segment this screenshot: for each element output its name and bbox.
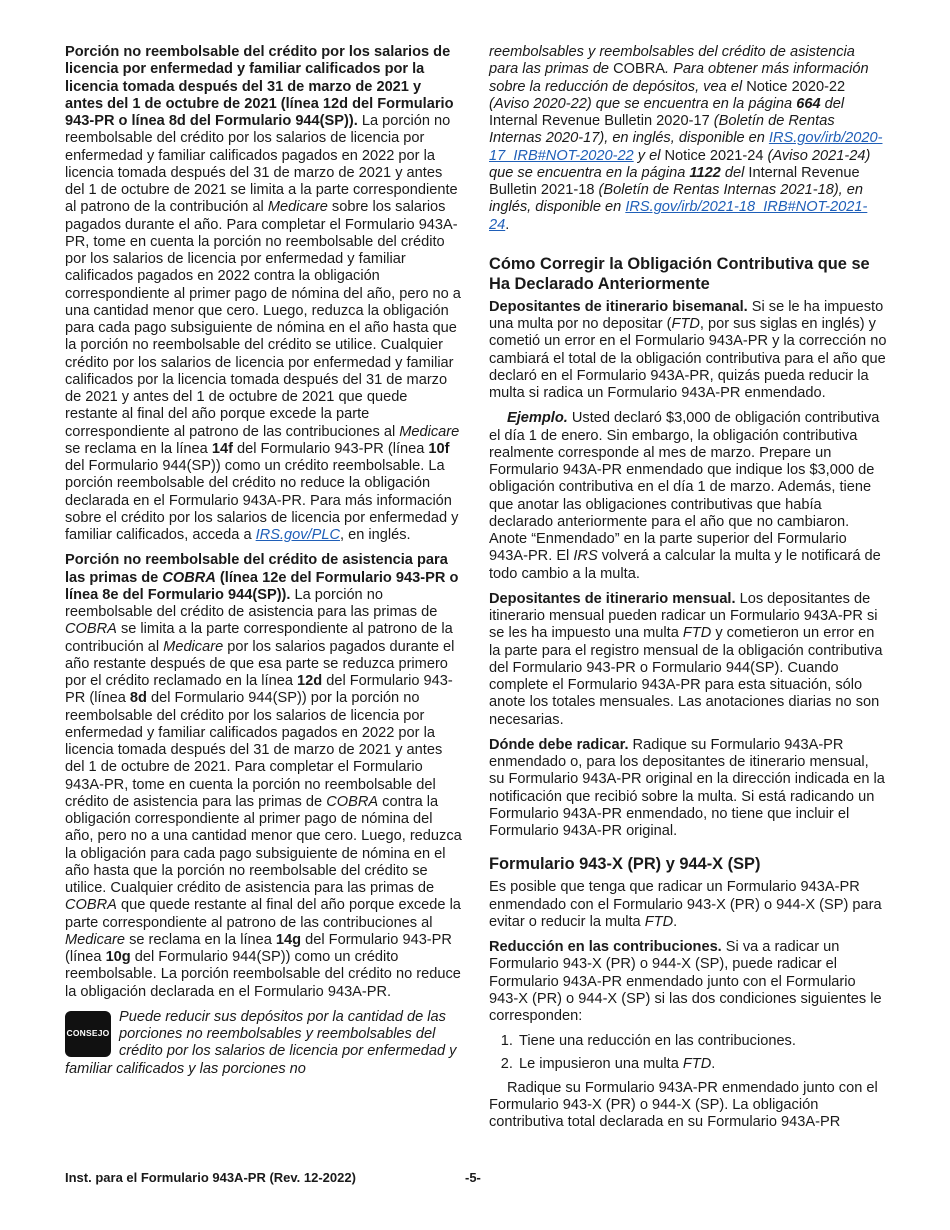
right-column xyxy=(489,44,887,1140)
conditions-list xyxy=(489,1033,887,1073)
heading-correct-liability: Cómo Corregir la Obligación Contributiva que se Ha Declarado Anteriormente xyxy=(489,254,870,293)
paragraph-tax-decrease: Reducción en las contribuciones. Si va a radicar un Formulario 943-X (PR) o 944-X (SP), puede radicar el Formulario 943A-PR enmendado junto con el Formulario 943-X (PR) o 944-X (SP) si las dos condiciones siguientes le corresponden: xyxy=(489,939,882,1024)
left-column xyxy=(65,44,463,1078)
tip-box xyxy=(65,1009,463,1078)
list-item: 2. Le impusieron una multa FTD. xyxy=(517,1056,887,1073)
paragraph-forms-intro: Es posible que tenga que radicar un Formulario 943A-PR enmendado con el Formulario 943-X (PR) o 944-X (SP) para evitar o reducir la multa FTD. xyxy=(489,879,882,930)
consejo-icon: CONSEJO xyxy=(65,1011,111,1057)
heading-forms-943x-944x: Formulario 943-X (PR) y 944-X (SP) xyxy=(489,855,761,874)
notice-2021-24-link[interactable]: IRS.gov/irb/2021-18_IRB#NOT-2021-24 xyxy=(489,199,868,233)
paragraph-example: Ejemplo. Usted declaró $3,000 de obligación contributiva el día 1 de enero. Sin embargo, la obligación contributiva realmente corresponde al mes de marzo. Prepare un Formulario 943A-PR enmendado que indique los $3,000 de obligación contributiva en el día 1 de marzo. Además, tiene que anotar las obligaciones contributivas que había declarado anteriormente para el año que no cambiaron. Anote “Enmendado” en la parte superior del Formulario 943A-PR. El IRS volverá a calcular la multa y le notificará de todo cambio a la multa. xyxy=(489,410,881,582)
paragraph-where-to-file: Dónde debe radicar. Radique su Formulario 943A-PR enmendado o, para los depositantes de itinerario mensual, su Formulario 943A-PR original en la dirección indicada en la notificación que recibió sobre la multa. Si está radicando un Formulario 943A-PR enmendado, no tiene que incluir el Formulario 943A-PR original. xyxy=(489,736,885,839)
notice-2020-22-link[interactable]: IRS.gov/irb/2020-17_IRB#NOT-2020-22 xyxy=(489,130,883,164)
paragraph-file-amended: Radique su Formulario 943A-PR enmendado junto con el Formulario 943-X (PR) o 944-X (SP). La obligación contributiva total declarada en su Formulario 943A-PR xyxy=(489,1079,878,1131)
paragraph-cobra-credit: Porción no reembolsable del crédito de asistencia para las primas de COBRA (línea 12e del Formulario 943-PR o línea 8e del Formulario 944(SP)). La porción no reembolsable del crédito de asistencia para las primas de COBRA se limita a la parte correspondiente al patrono de la contribución al Medicare por los salarios pagados durante el año restante después de que esa parte se reduzca primero por el crédito reclamado en la línea 12d del Formulario 943-PR (línea 8d del Formulario 944(SP)) por la porción no reembolsable del crédito por los salarios de licencia por enfermedad y familiar calificados pagados en 2022 por la licencia tomada después del 31 de marzo de 2021 y antes del 1 de octubre de 2021. Para completar el Formulario 943A-PR, tome en cuenta la porción no reembolsable del crédito de asistencia para las primas de COBRA contra la obligación correspondiente al primer pago de nómina del año, pero no a una cantidad menor que cero. Luego, reduzca la obligación para cada pago subsiguiente de nómina en el año hasta que la porción no reembolsable del crédito se utilice. Cualquier crédito de asistencia para las primas de COBRA que quede restante al final del año porque excede la parte correspondiente al patrono de las contribuciones al Medicare se reclama en la línea 14g del Formulario 943-PR (línea 10g del Formulario 944(SP)) como un crédito reembolsable. La porción reembolsable del crédito no reduce la obligación declarada en el Formulario 943A-PR. xyxy=(65,552,462,1000)
paragraph-monthly: Depositantes de itinerario mensual. Los depositantes de itinerario mensual pueden radicar un Formulario 943A-PR si se les ha impuesto una multa FTD y cometieron un error en la parte para el registro mensual de la obligación contributiva del Formulario 943-PR o Formulario 944(SP). Cuando complete el Formulario 943A-PR para esta situación, sólo anote los totales mensuales. Las anotaciones diarias no son necesarias. xyxy=(489,590,883,728)
tip-text: Puede reducir sus depósitos por la cantidad de las porciones no reembolsables y reembolsables del crédito por los salarios de licencia por enfermedad y familiar calificados y las porciones no xyxy=(65,1008,457,1077)
paragraph-sick-leave-credit: Porción no reembolsable del crédito por los salarios de licencia por enfermedad y familiar calificados por la licencia tomada después del 31 de marzo de 2021 y antes del 1 de octubre de 2021 (línea 12d del Formulario 943-PR o línea 8d del Formulario 944(SP)). La porción no reembolsable del crédito por los salarios de licencia por enfermedad y familiar calificados pagados en 2022 por la licencia tomada después del 31 de marzo de 2021 y antes del 1 de octubre de 2021 se limita a la parte correspondiente al patrono de la contribución al Medicare sobre los salarios pagados durante el año. Para completar el Formulario 943A-PR, tome en cuenta la porción no reembolsable del crédito por los salarios de licencia por enfermedad y familiar calificados pagados en 2022 contra la obligación correspondiente al primer pago de nómina del año, pero no a una cantidad menor que cero. Luego, reduzca la obligación para cada pago subsiguiente de nómina en el año hasta que la porción no reembolsable del crédito se utilice. Cualquier crédito por los salarios de licencia por enfermedad y familiar calificados por la licencia tomada después del 31 de marzo de 2021 y antes del 1 de octubre de 2021 que quede restante al final del año porque excede la parte correspondiente al patrono de las contribuciones al Medicare se reclama en la línea 14f del Formulario 943-PR (línea 10f del Formulario 944(SP)) como un crédito reembolsable. La porción reembolsable del crédito no reduce la obligación declarada en el Formulario 943A-PR. Para más información sobre el crédito por los salarios de licencia por enfermedad y familiar calificados, acceda a IRS.gov/PLC, en inglés. xyxy=(65,44,461,543)
footer-form-title: Inst. para el Formulario 943A-PR (Rev. 12-2022) xyxy=(65,1170,356,1185)
paragraph-tip-continued: reembolsables y reembolsables del crédito de asistencia para las primas de COBRA. Para obtener más información sobre la reducción de depósitos, vea el Notice 2020-22 (Aviso 2020-22) que se encuentra en la página 664 del Internal Revenue Bulletin 2020-17 (Boletín de Rentas Internas 2020-17), en inglés, disponible en IRS.gov/irb/2020-17_IRB#NOT-2020-22 y el Notice 2021-24 (Aviso 2021-24) que se encuentra en la página 1122 del Internal Revenue Bulletin 2021-18 (Boletín de Rentas Internas 2021-18), en inglés, disponible en IRS.gov/irb/2021-18_IRB#NOT-2021-24. xyxy=(489,44,883,233)
page-number: -5- xyxy=(465,1170,481,1185)
paragraph-semiweekly: Depositantes de itinerario bisemanal. Si se le ha impuesto una multa por no depositar (FTD, por sus siglas en inglés) y cometió un error en el Formulario 943A-PR y la corrección no cambiará el total de la obligación contributiva para el año que declaró en el Formulario 943A-PR, quizás pueda reducir la multa si radica un Formulario 943A-PR enmendado. xyxy=(489,298,887,401)
list-item: 1. Tiene una reducción en las contribuciones. xyxy=(517,1033,887,1050)
irs-plc-link[interactable]: IRS.gov/PLC xyxy=(255,527,340,543)
